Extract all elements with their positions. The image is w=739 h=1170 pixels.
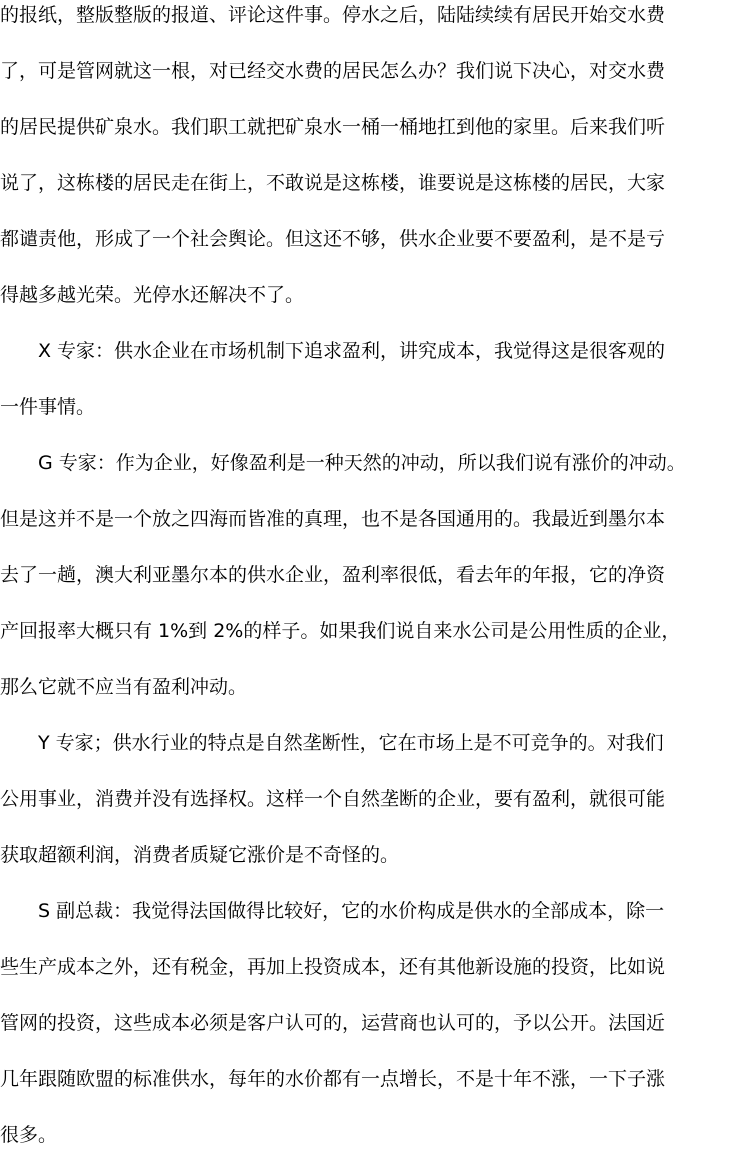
text-line: 几年跟随欧盟的标准供水，每年的水价都有一点增长，不是十年不涨，一下子涨 — [0, 1069, 666, 1090]
text-line: 得越多越光荣。光停水还解决不了。 — [0, 285, 305, 306]
text-line: 一件事情。 — [0, 397, 96, 418]
text-line: 了，可是管网就这一根，对已经交水费的居民怎么办？我们说下决心，对交水费 — [0, 61, 666, 82]
text-line: 些生产成本之外，还有税金，再加上投资成本，还有其他新设施的投资，比如说 — [0, 957, 666, 978]
paragraph-start-line: G 专家：作为企业，好像盈利是一种天然的冲动，所以我们说有涨价的冲动。 — [38, 453, 686, 474]
paragraph-start-line: S 副总裁：我觉得法国做得比较好，它的水价构成是供水的全部成本，除一 — [38, 901, 665, 922]
text-line: 获取超额利润，消费者质疑它涨价是不奇怪的。 — [0, 845, 400, 866]
text-line: 很多。 — [0, 1125, 58, 1146]
text-line: 说了，这栋楼的居民走在街上，不敢说是这栋楼，谁要说是这栋楼的居民，大家 — [0, 173, 666, 194]
text-line: 去了一趟，澳大利亚墨尔本的供水企业，盈利率很低，看去年的年报，它的净资 — [0, 565, 666, 586]
text-line: 那么它就不应当有盈利冲动。 — [0, 677, 248, 698]
paragraph-start-line: X 专家：供水企业在市场机制下追求盈利，讲究成本，我觉得这是很客观的 — [38, 341, 666, 362]
text-line: 产回报率大概只有 1%到 2%的样子。如果我们说自来水公司是公用性质的企业， — [0, 621, 681, 642]
text-line: 管网的投资，这些成本必须是客户认可的，运营商也认可的，予以公开。法国近 — [0, 1013, 666, 1034]
text-line: 都谴责他，形成了一个社会舆论。但这还不够，供水企业要不要盈利，是不是亏 — [0, 229, 666, 250]
text-line: 的居民提供矿泉水。我们职工就把矿泉水一桶一桶地扛到他的家里。后来我们听 — [0, 117, 666, 138]
paragraph-start-line: Y 专家；供水行业的特点是自然垄断性，它在市场上是不可竞争的。对我们 — [38, 733, 664, 754]
text-line: 但是这并不是一个放之四海而皆准的真理，也不是各国通用的。我最近到墨尔本 — [0, 509, 666, 530]
text-line: 公用事业，消费并没有选择权。这样一个自然垄断的企业，要有盈利，就很可能 — [0, 789, 666, 810]
text-line: 的报纸，整版整版的报道、评论这件事。停水之后，陆陆续续有居民开始交水费 — [0, 5, 666, 26]
